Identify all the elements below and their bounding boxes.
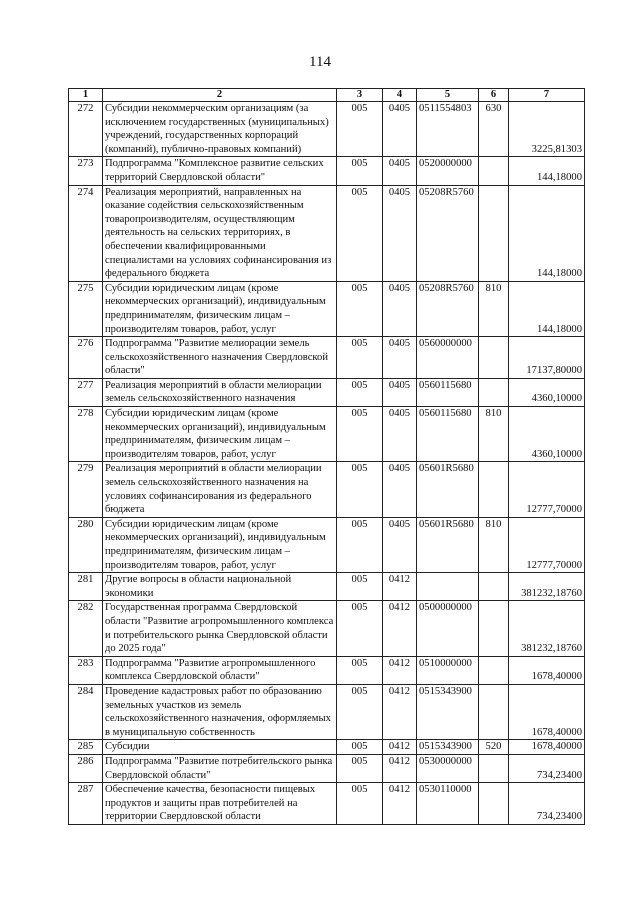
- ministry-code: 005: [337, 157, 383, 185]
- expense-type-code: [479, 337, 509, 379]
- budget-table: [68, 88, 585, 825]
- row-number: 287: [69, 783, 103, 825]
- section-code: 0405: [383, 378, 417, 406]
- section-code: 0405: [383, 517, 417, 572]
- section-code: 0412: [383, 656, 417, 684]
- expense-type-code: [479, 601, 509, 656]
- expense-type-code: 810: [479, 281, 509, 336]
- expense-type-code: 520: [479, 740, 509, 755]
- row-number: 276: [69, 337, 103, 379]
- row-number: 281: [69, 573, 103, 601]
- ministry-code: 005: [337, 378, 383, 406]
- target-article-code: 0560115680: [417, 378, 479, 406]
- target-article-code: 05601R5680: [417, 462, 479, 517]
- expense-type-code: [479, 462, 509, 517]
- table-row: [69, 573, 585, 601]
- target-article-code: 05208R5760: [417, 185, 479, 281]
- ministry-code: 005: [337, 684, 383, 739]
- target-article-code: 0530000000: [417, 754, 479, 782]
- row-name: Проведение кадастровых работ по образованию земельных участков из земель сельскохозяйственного назначения, оформляемых в муниципальную собственность: [103, 684, 337, 739]
- row-name: Обеспечение качества, безопасности пищевых продуктов и защиты прав потребителей на территории Свердловской области: [103, 783, 337, 825]
- table-row: [69, 102, 585, 157]
- row-number: 284: [69, 684, 103, 739]
- page-number: 114: [309, 54, 331, 70]
- amount: 3225,81303: [509, 102, 585, 157]
- amount: 144,18000: [509, 157, 585, 185]
- section-code: 0412: [383, 754, 417, 782]
- ministry-code: 005: [337, 281, 383, 336]
- amount: 381232,18760: [509, 601, 585, 656]
- row-name: Подпрограмма "Развитие потребительского рынка Свердловской области": [103, 754, 337, 782]
- ministry-code: 005: [337, 656, 383, 684]
- ministry-code: 005: [337, 337, 383, 379]
- row-number: 273: [69, 157, 103, 185]
- target-article-code: 05601R5680: [417, 517, 479, 572]
- section-code: 0405: [383, 281, 417, 336]
- table-row: [69, 157, 585, 185]
- row-number: 274: [69, 185, 103, 281]
- amount: 1678,40000: [509, 740, 585, 755]
- row-name: Подпрограмма "Развитие мелиорации земель сельскохозяйственного назначения Свердловской области": [103, 337, 337, 379]
- table-row: [69, 407, 585, 462]
- row-name: Субсидии некоммерческим организациям (за исключением государственных (муниципальных) учреждений, государственных корпораций (компаний), публично-правовых компаний): [103, 102, 337, 157]
- expense-type-code: 810: [479, 517, 509, 572]
- row-name: Субсидии: [103, 740, 337, 755]
- amount: 12777,70000: [509, 462, 585, 517]
- ministry-code: 005: [337, 185, 383, 281]
- ministry-code: 005: [337, 783, 383, 825]
- amount: 144,18000: [509, 185, 585, 281]
- expense-type-code: [479, 656, 509, 684]
- section-code: 0405: [383, 407, 417, 462]
- table-row: [69, 684, 585, 739]
- table-row: [69, 740, 585, 755]
- table-row: [69, 783, 585, 825]
- target-article-code: 0510000000: [417, 656, 479, 684]
- row-number: 278: [69, 407, 103, 462]
- row-name: Субсидии юридическим лицам (кроме некоммерческих организаций), индивидуальным предпринимателям, физическим лицам – производителям товаров, работ, услуг: [103, 281, 337, 336]
- table-row: [69, 185, 585, 281]
- table-row: [69, 462, 585, 517]
- expense-type-code: 630: [479, 102, 509, 157]
- row-name: Реализация мероприятий в области мелиорации земель сельскохозяйственного назначения: [103, 378, 337, 406]
- row-number: 283: [69, 656, 103, 684]
- row-number: 275: [69, 281, 103, 336]
- amount: 12777,70000: [509, 517, 585, 572]
- row-name: Субсидии юридическим лицам (кроме некоммерческих организаций), индивидуальным предпринимателям, физическим лицам – производителям товаров, работ, услуг: [103, 407, 337, 462]
- target-article-code: 05208R5760: [417, 281, 479, 336]
- section-code: 0412: [383, 740, 417, 755]
- expense-type-code: [479, 754, 509, 782]
- target-article-code: 0515343900: [417, 740, 479, 755]
- ministry-code: 005: [337, 754, 383, 782]
- amount: 1678,40000: [509, 656, 585, 684]
- target-article-code: 0500000000: [417, 601, 479, 656]
- row-number: 286: [69, 754, 103, 782]
- section-code: 0405: [383, 462, 417, 517]
- target-article-code: 0530110000: [417, 783, 479, 825]
- header-cell: 6: [479, 89, 509, 102]
- row-name: Государственная программа Свердловской области "Развитие агропромышленного комплекса и потребительского рынка Свердловской области до 2025 года": [103, 601, 337, 656]
- ministry-code: 005: [337, 102, 383, 157]
- row-name: Подпрограмма "Комплексное развитие сельских территорий Свердловской области": [103, 157, 337, 185]
- header-row: [69, 89, 585, 102]
- table-row: [69, 601, 585, 656]
- ministry-code: 005: [337, 601, 383, 656]
- table-row: [69, 337, 585, 379]
- amount: 381232,18760: [509, 573, 585, 601]
- amount: 734,23400: [509, 783, 585, 825]
- amount: 17137,80000: [509, 337, 585, 379]
- section-code: 0405: [383, 102, 417, 157]
- section-code: 0405: [383, 337, 417, 379]
- ministry-code: 005: [337, 407, 383, 462]
- row-number: 282: [69, 601, 103, 656]
- row-number: 280: [69, 517, 103, 572]
- ministry-code: 005: [337, 740, 383, 755]
- row-number: 279: [69, 462, 103, 517]
- header-cell: 7: [509, 89, 585, 102]
- target-article-code: 0560000000: [417, 337, 479, 379]
- section-code: 0412: [383, 684, 417, 739]
- row-number: 277: [69, 378, 103, 406]
- ministry-code: 005: [337, 573, 383, 601]
- ministry-code: 005: [337, 462, 383, 517]
- table-row: [69, 281, 585, 336]
- amount: 4360,10000: [509, 407, 585, 462]
- section-code: 0412: [383, 783, 417, 825]
- header-cell: 2: [103, 89, 337, 102]
- amount: 144,18000: [509, 281, 585, 336]
- expense-type-code: [479, 157, 509, 185]
- table-row: [69, 656, 585, 684]
- section-code: 0405: [383, 157, 417, 185]
- section-code: 0412: [383, 573, 417, 601]
- target-article-code: 0511554803: [417, 102, 479, 157]
- amount: 734,23400: [509, 754, 585, 782]
- row-name: Субсидии юридическим лицам (кроме некоммерческих организаций), индивидуальным предпринимателям, физическим лицам – производителям товаров, работ, услуг: [103, 517, 337, 572]
- row-name: Другие вопросы в области национальной экономики: [103, 573, 337, 601]
- row-number: 272: [69, 102, 103, 157]
- target-article-code: 0560115680: [417, 407, 479, 462]
- row-name: Реализация мероприятий, направленных на оказание содействия сельскохозяйственным товаропроизводителям, осуществляющим деятельность на сельских территориях, в обеспечении квалифицированными специалистами на условиях софинансирования из федерального бюджета: [103, 185, 337, 281]
- expense-type-code: [479, 378, 509, 406]
- row-number: 285: [69, 740, 103, 755]
- header-cell: 3: [337, 89, 383, 102]
- expense-type-code: [479, 783, 509, 825]
- expense-type-code: 810: [479, 407, 509, 462]
- header-cell: 5: [417, 89, 479, 102]
- target-article-code: 0515343900: [417, 684, 479, 739]
- expense-type-code: [479, 573, 509, 601]
- ministry-code: 005: [337, 517, 383, 572]
- header-cell: 4: [383, 89, 417, 102]
- amount: 1678,40000: [509, 684, 585, 739]
- row-name: Реализация мероприятий в области мелиорации земель сельскохозяйственного назначения на условиях софинансирования из федерального бюджета: [103, 462, 337, 517]
- expense-type-code: [479, 185, 509, 281]
- row-name: Подпрограмма "Развитие агропромышленного комплекса Свердловской области": [103, 656, 337, 684]
- table-row: [69, 378, 585, 406]
- target-article-code: [417, 573, 479, 601]
- header-cell: 1: [69, 89, 103, 102]
- section-code: 0405: [383, 185, 417, 281]
- table-row: [69, 517, 585, 572]
- target-article-code: 0520000000: [417, 157, 479, 185]
- expense-type-code: [479, 684, 509, 739]
- amount: 4360,10000: [509, 378, 585, 406]
- table-row: [69, 754, 585, 782]
- section-code: 0412: [383, 601, 417, 656]
